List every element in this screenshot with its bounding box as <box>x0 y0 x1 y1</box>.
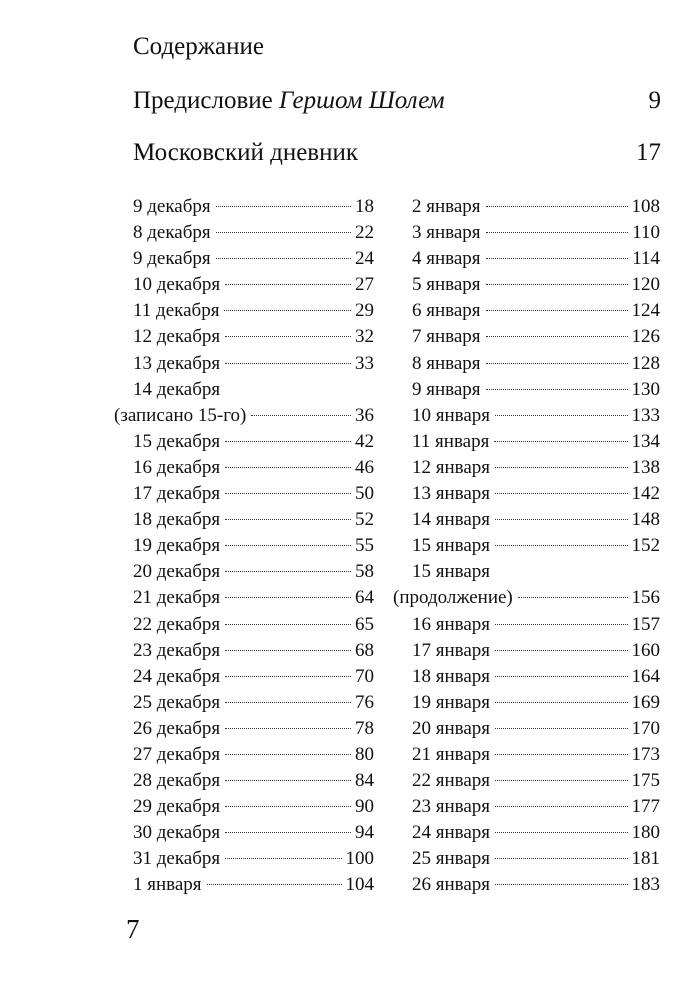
toc-row[interactable] <box>114 612 374 638</box>
toc-row[interactable] <box>114 455 374 481</box>
toc-row-label: 19 января <box>412 691 491 713</box>
dot-leader <box>225 597 351 598</box>
toc-row-label: 14 декабря <box>133 378 221 400</box>
toc-row-label: 12 января <box>412 456 491 478</box>
dot-leader <box>486 363 628 364</box>
toc-row-page: 65 <box>355 613 374 635</box>
toc-entry-label <box>133 84 445 118</box>
toc-row-page: 90 <box>355 796 374 818</box>
toc-row[interactable] <box>393 638 660 664</box>
toc-row[interactable] <box>393 690 660 716</box>
toc-row[interactable] <box>393 351 660 377</box>
toc-row[interactable] <box>393 794 660 820</box>
dot-leader <box>207 884 342 885</box>
toc-row-page: 138 <box>631 456 660 478</box>
toc-row[interactable] <box>393 533 660 559</box>
toc-row-label: 3 января <box>412 222 481 244</box>
toc-row[interactable] <box>114 507 374 533</box>
toc-row-page: 124 <box>631 300 660 322</box>
toc-row-page: 50 <box>355 483 374 505</box>
toc-entry-label: Московский дневник <box>133 139 359 166</box>
toc-row[interactable] <box>114 533 374 559</box>
toc-row-page: 177 <box>631 796 660 818</box>
toc-row-label: 9 января <box>412 378 481 400</box>
dot-leader <box>518 597 628 598</box>
toc-row-page: 164 <box>631 665 660 687</box>
dot-leader <box>495 884 627 885</box>
toc-row-label: 12 декабря <box>133 326 221 348</box>
toc-row-page: 126 <box>631 326 660 348</box>
toc-row-label: 27 декабря <box>133 743 221 765</box>
toc-row[interactable] <box>114 794 374 820</box>
toc-row-label: 9 декабря <box>133 248 211 270</box>
toc-row[interactable] <box>114 742 374 768</box>
dot-leader <box>495 858 627 859</box>
toc-row-label: 24 декабря <box>133 665 221 687</box>
toc-row[interactable] <box>393 403 660 429</box>
dot-leader <box>486 336 628 337</box>
dot-leader <box>225 336 351 337</box>
toc-row-page: 94 <box>355 822 374 844</box>
toc-row-label: 20 января <box>412 717 491 739</box>
dot-leader <box>495 415 627 416</box>
dot-leader <box>216 232 351 233</box>
toc-row-page: 33 <box>355 352 374 374</box>
toc-row[interactable] <box>393 768 660 794</box>
toc-row-page: 80 <box>355 743 374 765</box>
dot-leader <box>495 624 627 625</box>
toc-row-page: 68 <box>355 639 374 661</box>
toc-row-page: 160 <box>631 639 660 661</box>
toc-row[interactable] <box>114 220 374 246</box>
toc-row-label: 10 декабря <box>133 274 221 296</box>
toc-row-label: 22 января <box>412 770 491 792</box>
dot-leader <box>216 206 351 207</box>
dot-leader <box>495 519 627 520</box>
toc-row-page: 24 <box>355 248 374 270</box>
dot-leader <box>495 702 627 703</box>
toc-row-page: 156 <box>631 587 660 609</box>
toc-row-label: 17 января <box>412 639 491 661</box>
toc-row-label: 21 января <box>412 743 491 765</box>
toc-row-page: 29 <box>355 300 374 322</box>
toc-row[interactable] <box>114 246 374 272</box>
dot-leader <box>225 571 351 572</box>
dot-leader <box>225 728 351 729</box>
toc-row-page: 134 <box>631 430 660 452</box>
toc-row-page: 52 <box>355 509 374 531</box>
preface-label: Предисловие <box>133 87 280 114</box>
toc-row[interactable] <box>114 403 374 429</box>
toc-row-label: 2 января <box>412 196 481 217</box>
toc-row-page: 55 <box>355 535 374 557</box>
dot-leader <box>495 650 627 651</box>
dot-leader <box>495 545 627 546</box>
toc-row-page: 104 <box>345 874 374 896</box>
toc-row-page: 114 <box>632 248 660 270</box>
toc-row[interactable] <box>114 429 374 455</box>
toc-entry-page: 9 <box>648 87 661 114</box>
toc-row-label: 24 января <box>412 822 491 844</box>
toc-row-label: 7 января <box>412 326 481 348</box>
toc-row-label: 8 января <box>412 352 481 374</box>
page-heading: Содержание <box>133 33 264 60</box>
toc-column-left <box>114 194 374 899</box>
toc-row[interactable] <box>393 742 660 768</box>
dot-leader <box>486 232 629 233</box>
toc-row-page: 108 <box>631 196 660 217</box>
toc-row[interactable] <box>114 298 374 324</box>
toc-row-label: 10 января <box>412 404 491 426</box>
preface-author: Гершом Шолем <box>279 87 445 114</box>
toc-row-page: 110 <box>632 222 660 244</box>
toc-row-label: 30 декабря <box>133 822 221 844</box>
dot-leader <box>225 441 351 442</box>
toc-row-label: 17 декабря <box>133 483 221 505</box>
toc-row-label: 29 декабря <box>133 796 221 818</box>
dot-leader <box>486 389 628 390</box>
toc-row-label: 13 декабря <box>133 352 221 374</box>
toc-row[interactable] <box>393 324 660 350</box>
toc-row-page: 148 <box>631 509 660 531</box>
toc-entry-page: 17 <box>636 139 661 166</box>
toc-row-label: 15 декабря <box>133 430 221 452</box>
dot-leader <box>225 493 351 494</box>
toc-row-page: 64 <box>355 587 374 609</box>
toc-row[interactable] <box>393 298 660 324</box>
dot-leader <box>225 676 351 677</box>
page-number: 7 <box>126 914 140 944</box>
toc-row[interactable] <box>393 272 660 298</box>
toc-row-page: 157 <box>631 613 660 635</box>
toc-row-page: 42 <box>355 430 374 452</box>
toc-row[interactable] <box>393 246 660 272</box>
toc-row[interactable] <box>393 716 660 742</box>
toc-row[interactable] <box>114 638 374 664</box>
toc-row-page: 175 <box>631 770 660 792</box>
toc-row-label: 15 января <box>412 535 491 557</box>
toc-row-page: 76 <box>355 691 374 713</box>
toc-row-label: 16 января <box>412 613 491 635</box>
toc-row[interactable] <box>393 872 660 898</box>
toc-row-label: 28 декабря <box>133 770 221 792</box>
toc-row[interactable] <box>393 664 660 690</box>
toc-row-page: 169 <box>631 691 660 713</box>
toc-row-label: 25 декабря <box>133 691 221 713</box>
toc-row-label: 31 декабря <box>133 848 221 870</box>
toc-row[interactable] <box>114 324 374 350</box>
toc-row-page: 120 <box>631 274 660 296</box>
dot-leader <box>251 415 351 416</box>
toc-row-page: 133 <box>631 404 660 426</box>
dot-leader <box>225 754 351 755</box>
toc-row-label: 23 января <box>412 796 491 818</box>
dot-leader <box>225 284 351 285</box>
toc-row-label: (записано 15-го) <box>114 404 247 426</box>
toc-row-label: 18 декабря <box>133 509 221 531</box>
toc-row-label: 26 января <box>412 874 491 896</box>
dot-leader <box>225 832 351 833</box>
toc-row-page: 100 <box>345 848 374 870</box>
dot-leader <box>495 754 627 755</box>
toc-row-page: 18 <box>355 196 374 217</box>
toc-row[interactable] <box>114 768 374 794</box>
toc-row-page: 128 <box>631 352 660 374</box>
toc-row-page: 58 <box>355 561 374 583</box>
toc-row[interactable] <box>114 194 374 220</box>
toc-row-label: 25 января <box>412 848 491 870</box>
dot-leader <box>486 284 628 285</box>
toc-row[interactable] <box>393 612 660 638</box>
dot-leader <box>486 310 628 311</box>
toc-row-label: 16 декабря <box>133 456 221 478</box>
dot-leader <box>225 650 351 651</box>
toc-row-label: 15 января <box>412 561 491 583</box>
toc-row-label: 13 января <box>412 483 491 505</box>
toc-row-label: 26 декабря <box>133 717 221 739</box>
dot-leader <box>495 676 627 677</box>
toc-row[interactable] <box>114 585 374 611</box>
dot-leader <box>225 780 351 781</box>
toc-row[interactable] <box>114 820 374 846</box>
toc-row[interactable] <box>393 481 660 507</box>
toc-row-page: 130 <box>631 378 660 400</box>
toc-row-page: 84 <box>355 770 374 792</box>
dot-leader <box>225 545 351 546</box>
toc-row-page: 22 <box>355 222 374 244</box>
dot-leader <box>495 832 627 833</box>
toc-row[interactable] <box>114 351 374 377</box>
toc-row-label: 14 января <box>412 509 491 531</box>
dot-leader <box>495 728 627 729</box>
toc-row-page: 32 <box>355 326 374 348</box>
dot-leader <box>495 467 627 468</box>
toc-row-page: 152 <box>631 535 660 557</box>
toc-row-label: 11 декабря <box>133 300 220 322</box>
dot-leader <box>225 519 351 520</box>
dot-leader <box>225 624 351 625</box>
dot-leader <box>495 806 627 807</box>
toc-row[interactable] <box>393 429 660 455</box>
toc-row-page: 70 <box>355 665 374 687</box>
toc-row-page: 173 <box>631 743 660 765</box>
dot-leader <box>225 467 351 468</box>
toc-row[interactable] <box>114 716 374 742</box>
dot-leader <box>495 780 627 781</box>
toc-row[interactable] <box>114 664 374 690</box>
dot-leader <box>225 806 351 807</box>
dot-leader <box>486 258 629 259</box>
toc-row-label: 8 декабря <box>133 222 211 244</box>
dot-leader <box>224 310 351 311</box>
toc-row-label: 6 января <box>412 300 481 322</box>
toc-row-page: 36 <box>355 404 374 426</box>
toc-column-right <box>393 194 660 899</box>
toc-row[interactable] <box>393 820 660 846</box>
toc-row-page: 27 <box>355 274 374 296</box>
toc-row[interactable] <box>393 559 660 585</box>
dot-leader <box>216 258 351 259</box>
toc-row[interactable] <box>114 272 374 298</box>
toc-row[interactable] <box>393 220 660 246</box>
toc-row-label: 9 декабря <box>133 196 211 217</box>
dot-leader <box>225 702 351 703</box>
dot-leader <box>494 441 627 442</box>
toc-row-page: 170 <box>631 717 660 739</box>
toc-row[interactable] <box>393 194 660 220</box>
toc-row[interactable] <box>114 481 374 507</box>
toc-row[interactable] <box>393 507 660 533</box>
toc-row-label: 19 декабря <box>133 535 221 557</box>
toc-row-label: 18 января <box>412 665 491 687</box>
toc-row-label: 11 января <box>412 430 490 452</box>
toc-row-page: 180 <box>631 822 660 844</box>
toc-row-label: 1 января <box>133 874 202 896</box>
toc-row-page: 183 <box>631 874 660 896</box>
toc-row-page: 78 <box>355 717 374 739</box>
toc-row-label: 4 января <box>412 248 481 270</box>
dot-leader <box>486 206 628 207</box>
toc-row-label: 21 декабря <box>133 587 221 609</box>
toc-row[interactable] <box>393 377 660 403</box>
dot-leader <box>225 858 341 859</box>
toc-row-label: 22 декабря <box>133 613 221 635</box>
toc-row-label: 20 декабря <box>133 561 221 583</box>
toc-row[interactable] <box>114 872 374 898</box>
dot-leader <box>495 493 627 494</box>
toc-row[interactable] <box>114 377 374 403</box>
toc-row-label: 23 декабря <box>133 639 221 661</box>
toc-row[interactable] <box>393 846 660 872</box>
toc-row[interactable] <box>114 559 374 585</box>
toc-row-label: (продолжение) <box>393 587 513 609</box>
toc-row[interactable] <box>114 690 374 716</box>
toc-row-page: 181 <box>631 848 660 870</box>
toc-row[interactable] <box>114 846 374 872</box>
toc-row-page: 46 <box>355 456 374 478</box>
toc-row[interactable] <box>393 455 660 481</box>
toc-row[interactable] <box>393 585 660 611</box>
toc-row-page: 142 <box>631 483 660 505</box>
toc-row-label: 5 января <box>412 274 481 296</box>
dot-leader <box>225 363 351 364</box>
